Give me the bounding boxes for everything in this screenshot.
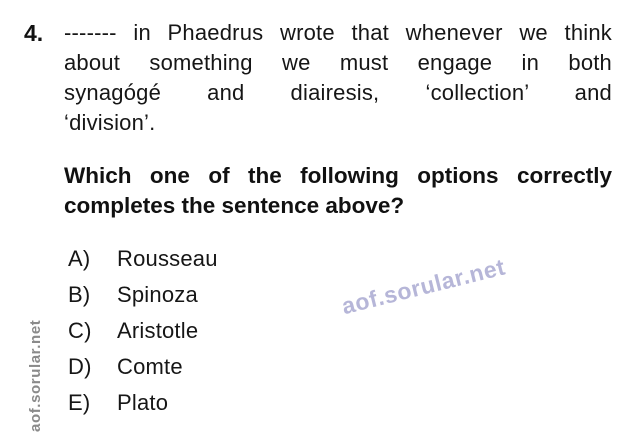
prompt-line-2: completes the sentence above? xyxy=(64,193,405,218)
question-prompt xyxy=(64,161,612,221)
option-letter-c: C) xyxy=(68,318,92,343)
watermark-vertical: aof.sorular.net xyxy=(27,319,44,432)
options-list xyxy=(68,241,468,421)
option-row-d xyxy=(68,349,468,385)
question-line-2: about something we must engage in both xyxy=(64,50,612,75)
option-letter-b: B) xyxy=(68,282,91,307)
option-row-b xyxy=(68,277,468,313)
question-line-3: synagógé and diairesis, ‘collection’ and xyxy=(64,80,612,105)
question-line-4: ‘division’. xyxy=(64,110,156,135)
question-text xyxy=(64,18,612,138)
option-letter-e: E) xyxy=(68,390,91,415)
option-text-a: Rousseau xyxy=(117,246,218,271)
option-letter-d: D) xyxy=(68,354,92,379)
question-number: 4. xyxy=(24,20,44,46)
option-row-e xyxy=(68,385,468,421)
option-text-b: Spinoza xyxy=(117,282,198,307)
option-row-c xyxy=(68,313,468,349)
prompt-line-1: Which one of the following options correctly xyxy=(64,163,612,188)
option-text-e: Plato xyxy=(117,390,169,415)
option-text-d: Comte xyxy=(117,354,183,379)
option-letter-a: A) xyxy=(68,246,91,271)
watermark-diagonal: aof.sorular.net xyxy=(339,253,508,320)
option-row-a xyxy=(68,241,468,277)
question-line-1: ------- in Phaedrus wrote that whenever we think xyxy=(64,20,612,45)
option-text-c: Aristotle xyxy=(117,318,199,343)
